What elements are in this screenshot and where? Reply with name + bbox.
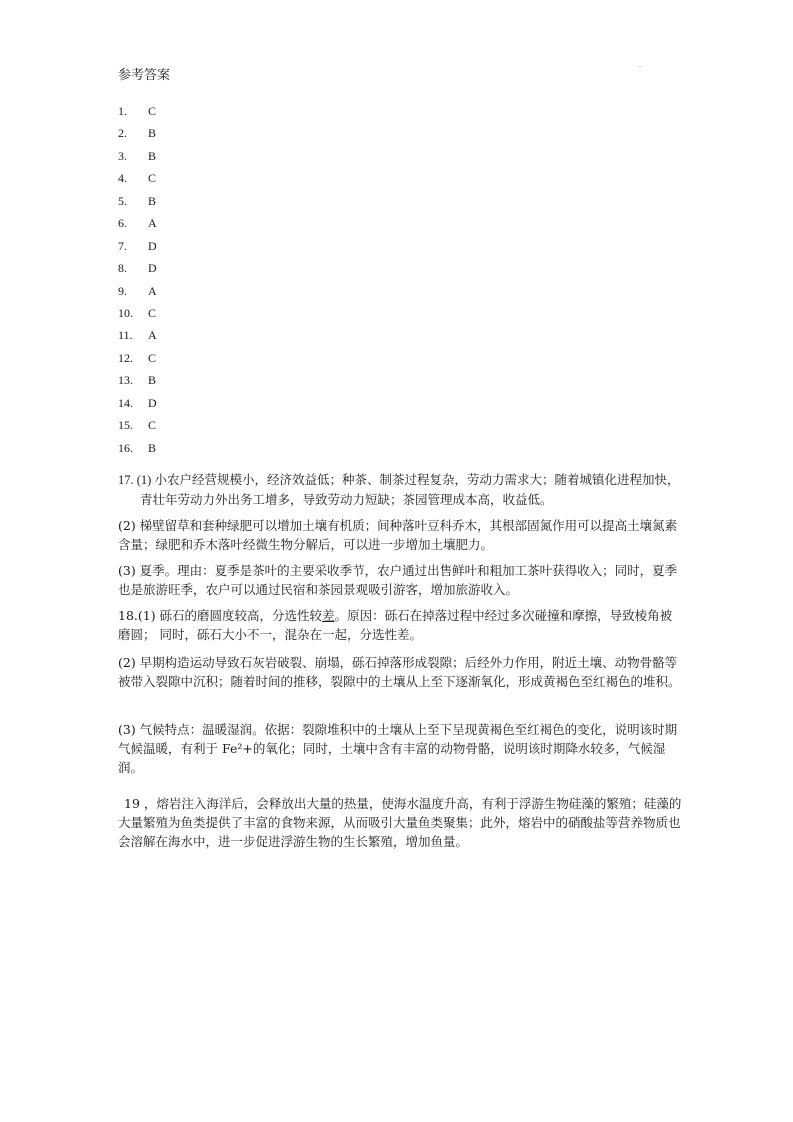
choice-answer-letter: A xyxy=(148,283,157,298)
choice-answer-number: 13. xyxy=(118,373,133,388)
choice-answer-number: 6. xyxy=(118,216,127,231)
choice-answer-item xyxy=(118,372,157,394)
choice-answer-letter: C xyxy=(148,305,157,320)
choice-answer-letter: A xyxy=(148,216,157,231)
q18-part1-underlined: 差 xyxy=(322,608,335,623)
q18-part2: (2) 早期构造运动导致石灰岩破裂、崩塌，砾石掉落形成裂隙；后经外力作用，附近土壤、动物骨骼等被带入裂隙中沉积；随着时间的推移，裂隙中的土壤从上至下逐渐氧化，形成黄褐色至红褐色的堆积。 xyxy=(118,655,681,689)
q17-part1-text: 小农户经营规模小，经济效益低；种茶、制茶过程复杂，劳动力需求大；随着城镇化进程加快，青壮年劳动力外出务工增多，导致劳动力短缺；茶园管理成本高，收益低。 xyxy=(140,472,680,507)
choice-answer-letter: D xyxy=(148,261,157,276)
choice-answer-item xyxy=(118,283,157,305)
choice-answer-item xyxy=(118,440,157,462)
choice-answer-item xyxy=(118,238,157,260)
q18-part3: (3) 气候特点：温暖湿润。依据：裂隙堆积中的土壤从上至下呈现黄褐色至红褐色的变化，说明该时期气候温暖，有利于 Fe²+的氧化；同时，土壤中含有丰富的动物骨骼，说明该时期降水较多，气候湿润。 xyxy=(118,722,678,775)
choice-answer-number: 3. xyxy=(118,148,127,163)
choice-answer-letter: D xyxy=(148,238,157,253)
choice-answer-item xyxy=(118,327,157,349)
choice-answer-number: 15. xyxy=(118,418,133,433)
q17-part2: (2) 梯壁留草和套种绿肥可以增加土壤有机质；间种落叶豆科乔木，其根部固氮作用可以提高土壤氮素含量；绿肥和乔木落叶经微生物分解后，可以进一步增加土壤肥力。 xyxy=(118,518,678,552)
choice-answer-letter: B xyxy=(148,126,157,141)
choice-answer-item xyxy=(118,170,157,192)
choice-answer-item xyxy=(118,103,157,125)
q17-part1-prefix: 17. (1) xyxy=(118,473,155,487)
choice-answer-number: 9. xyxy=(118,283,127,298)
page-title: 参考答案 xyxy=(118,68,171,83)
choice-answer-number: 10. xyxy=(118,305,133,320)
choice-answer-letter: B xyxy=(148,440,157,455)
choice-answer-letter: C xyxy=(148,104,157,118)
choice-answer-item xyxy=(118,215,157,237)
choice-answer-item xyxy=(118,305,157,327)
page-corner-mark xyxy=(637,66,643,67)
choice-answer-number: 14. xyxy=(118,395,133,410)
choice-answer-number: 7. xyxy=(118,238,127,253)
choice-answer-letter: C xyxy=(148,418,157,433)
choice-answer-item xyxy=(118,125,157,147)
choice-answer-letter: C xyxy=(148,350,157,365)
q18-part1 xyxy=(118,606,683,644)
choice-answer-letter: D xyxy=(148,395,157,410)
choice-answer-number: 4. xyxy=(118,171,127,186)
choice-answer-letter: C xyxy=(148,171,157,186)
choice-answer-number: 11. xyxy=(118,328,133,343)
choice-answer-letter: B xyxy=(148,193,157,208)
choice-answer-number: 8. xyxy=(118,261,127,276)
choice-answer-item xyxy=(118,417,157,439)
q17-part3: (3) 夏季。理由：夏季是茶叶的主要采收季节，农户通过出售鲜叶和粗加工茶叶获得收入；同时，夏季也是旅游旺季，农户可以通过民宿和茶园景观吸引游客，增加旅游收入。 xyxy=(118,563,678,597)
choice-answer-letter: B xyxy=(148,373,157,388)
q17-part1 xyxy=(118,470,683,509)
q18-part1-text-b: 。原因：砾石在掉落过程中经过多次碰撞和摩擦，导致棱角被磨圆； 同时，砾石大小不一，混杂在一起，分选性差。 xyxy=(118,608,673,642)
choice-answer-item xyxy=(118,260,157,282)
choice-answer-number: 1. xyxy=(118,104,127,118)
choice-answer-item xyxy=(118,350,157,372)
choice-answer-item xyxy=(118,395,157,417)
choice-answer-number: 5. xyxy=(118,193,127,208)
choice-answer-number: 12. xyxy=(118,350,133,365)
choice-answer-letter: A xyxy=(148,328,157,343)
q19-answer: 19 ，熔岩注入海洋后，会释放出大量的热量，使海水温度升高，有利于浮游生物硅藻的繁殖；硅藻的大量繁殖为鱼类提供了丰富的食物来源，从而吸引大量鱼类聚集；此外，熔岩中的硝酸盐等营养物质也会溶解在海水中，进一步促进浮游生物的生长繁殖，增加鱼量。 xyxy=(118,796,682,849)
choice-answer-number: 16. xyxy=(118,440,133,455)
q18-part1-text-a: 18.(1) 砾石的磨圆度较高，分选性较 xyxy=(118,608,323,623)
choice-answer-list xyxy=(118,103,157,462)
choice-answer-item xyxy=(118,148,157,170)
choice-answer-number: 2. xyxy=(118,126,127,141)
choice-answer-letter: B xyxy=(148,148,157,163)
choice-answer-item xyxy=(118,193,157,215)
